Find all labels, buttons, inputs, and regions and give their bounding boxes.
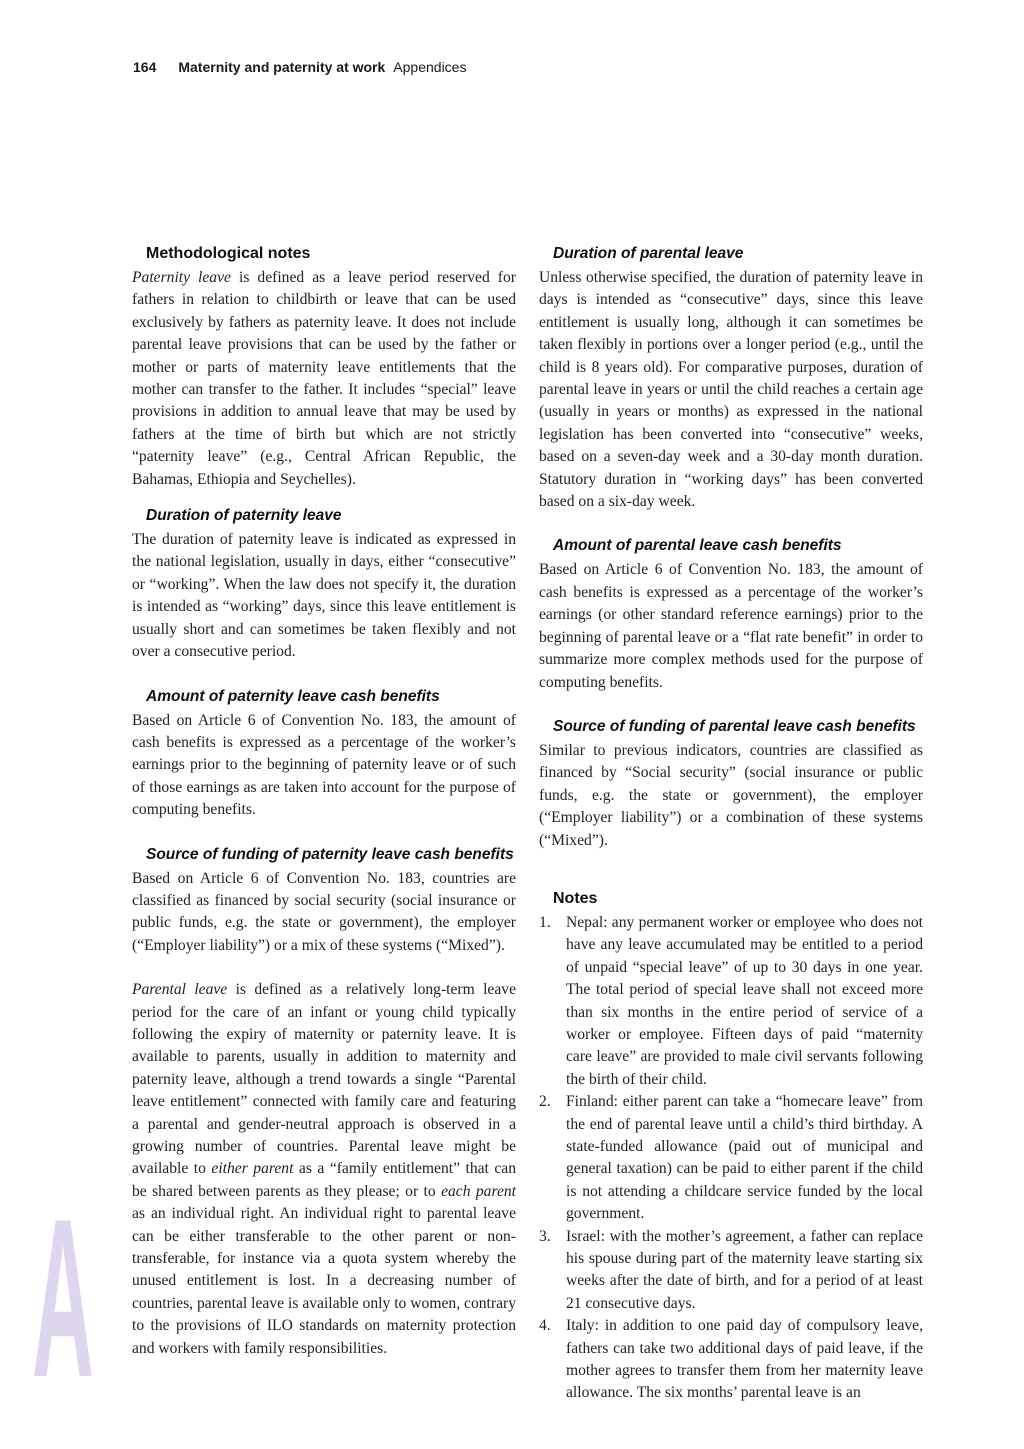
- note-text: Nepal: any permanent worker or employee who does not have any leave accumulated may be entitled to a period of unpaid “special leave” of up to 30 days in one year. The total period of special leave shall not exceed more than six months in the entire period of service of a worker or employee. Fifteen days of paid “maternity care leave” are provided to male civil servants following the birth of their child.: [566, 913, 923, 1088]
- left-column: [132, 243, 516, 1360]
- amount-parental-heading: Amount of parental leave cash benefits: [553, 537, 842, 555]
- note-item: [539, 1315, 923, 1405]
- note-item: [539, 912, 923, 1091]
- source-paternity-heading: Source of funding of paternity leave cash benefits: [146, 845, 514, 863]
- notes-heading: Notes: [553, 889, 598, 907]
- publication-title: Maternity and paternity at work: [178, 59, 386, 75]
- amount-parental-text: Based on Article 6 of Convention No. 183, the amount of cash benefits is expressed as a percentage of the worker’s earnings (or other standard reference earnings) prior to the beginning of parental leave or a “flat rate benefit” in order to summarize more complex methods used for the purpose of computing benefits.: [539, 561, 923, 691]
- source-parental-text: Similar to previous indicators, countries are classified as financed by “Social security” (social insurance or public funds, e.g. the state or government), the employer (“Employer liability”) or a combination of these systems (“Mixed”).: [539, 741, 923, 849]
- note-number: 1.: [539, 913, 551, 931]
- note-number: 4.: [539, 1317, 551, 1335]
- note-item: [539, 1091, 923, 1225]
- methodological-notes-heading: Methodological notes: [146, 245, 311, 262]
- duration-paternity-text: The duration of paternity leave is indicated as expressed in the national legislation, usually in days, either “consecutive” or “working”. When the law does not specify it, the duration is intended as “working” days, since this leave entitlement is usually short and can sometimes be taken flexibly and not over a consecutive period.: [132, 531, 516, 661]
- parental-leave-term: Parental leave: [132, 981, 228, 999]
- appendix-letter-tab: [32, 1212, 94, 1376]
- appendix-letter: A: [32, 1212, 94, 1376]
- note-number: 3.: [539, 1227, 551, 1245]
- note-text: Italy: in addition to one paid day of compulsory leave, fathers can take two additional days of paid leave, if the mother agrees to transfer them from her maternity leave allowance. The six months’ parental leave is an: [566, 1317, 923, 1402]
- note-number: 2.: [539, 1093, 551, 1111]
- duration-parental-heading: Duration of parental leave: [553, 245, 744, 262]
- section-name: Appendices: [393, 59, 467, 75]
- parental-leave-definition: Parental leave is defined as a relatively long-term leave period for the care of an infant or young child typically following the expiry of maternity or paternity leave. It is available to parents, usually in addition to maternity and paternity leave, although a trend towards a single “Parental leave entitlement” connected with family care and featuring a parental and gender-neutral approach is observed in a growing number of countries. Parental leave might be available to either parent as a “family entitlement” that can be shared between parents as they please; or to each parent as an individual right. An individual right to parental leave can be either transferable to the other parent or non-transferable, for instance via a quota system whereby the unused entitlement is lost. In a decreasing number of countries, parental leave is available only to women, contrary to the provisions of ILO standards on maternity protection and workers with family responsibilities.: [132, 981, 517, 1357]
- note-item: [539, 1226, 923, 1316]
- running-header: [133, 59, 466, 75]
- right-column: [539, 243, 923, 1405]
- notes-list: [539, 912, 923, 1405]
- source-paternity-text: Based on Article 6 of Convention No. 183, countries are classified as financed by social security (social insurance or public funds, e.g. the state or government), the employer (“Employer liability”) or a mix of these systems (“Mixed”).: [132, 869, 516, 954]
- duration-paternity-heading: Duration of paternity leave: [146, 507, 342, 525]
- note-text: Finland: either parent can take a “homecare leave” from the end of parental leave until a child’s third birthday. A state-funded allowance (paid out of municipal and general taxation) can be paid to either parent if the child is not attending a childcare service funded by the local government.: [566, 1093, 923, 1223]
- duration-parental-text: Unless otherwise specified, the duration of paternity leave in days is intended as “consecutive” days, since this leave entitlement is usually long, although it can sometimes be taken flexibly in portions over a longer period (e.g., until the child is 8 years old). For comparative purposes, duration of parental leave in years or until the child reaches a certain age (usually in years or months) as expressed in the national legislation has been converted into “consecutive” weeks, based on a seven-day week and a 30-day month duration. Statutory duration in “working days” has been converted based on a six-day week.: [539, 269, 923, 511]
- note-text: Israel: with the mother’s agreement, a father can replace his spouse during part of the maternity leave starting six weeks after the date of birth, and for a period of at least 21 consecutive days.: [566, 1227, 923, 1312]
- paternity-leave-term: Paternity leave: [132, 269, 231, 286]
- page-number: 164: [133, 59, 157, 75]
- amount-paternity-heading: Amount of paternity leave cash benefits: [146, 687, 440, 705]
- paternity-leave-definition: Paternity leave is defined as a leave period reserved for fathers in relation to childbirth or leave that can be used exclusively by fathers as paternity leave. It does not include parental leave provisions that can be used by the father or mother or parts of maternity leave entitlements that the mother can transfer to the father. It includes “special” leave provisions in addition to annual leave that may be used by fathers at the time of birth but which are not strictly “paternity leave” (e.g., Central African Republic, the Bahamas, Ethiopia and Seychelles).: [132, 269, 516, 488]
- amount-paternity-text: Based on Article 6 of Convention No. 183, the amount of cash benefits is expressed as a percentage of the worker’s earnings prior to the beginning of paternity leave or of such of those earnings as are taken into account for the purpose of computing benefits.: [132, 711, 516, 819]
- source-parental-heading: Source of funding of parental leave cash benefits: [553, 717, 916, 735]
